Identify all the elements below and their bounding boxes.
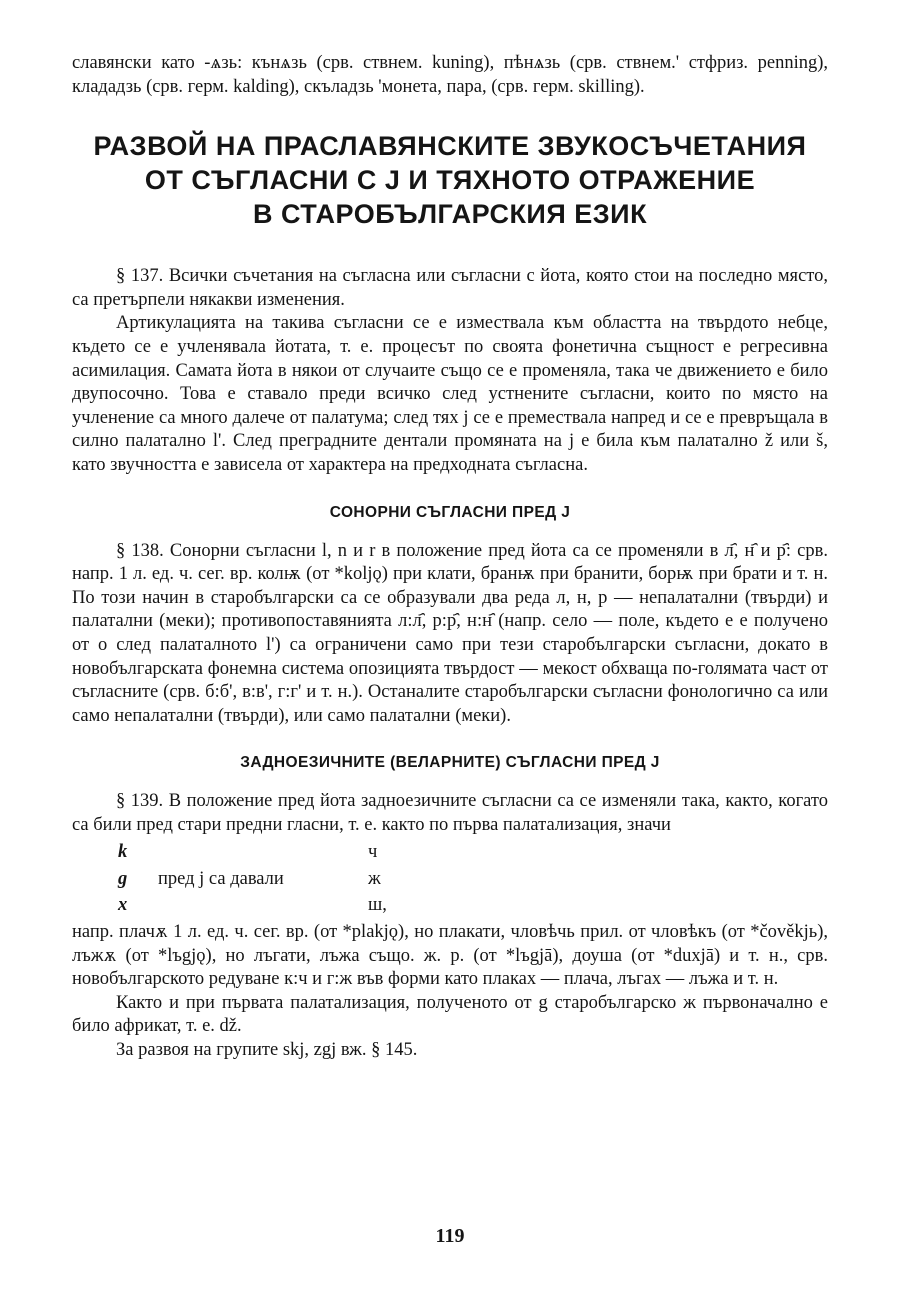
- heading-velar-consonants: ЗАДНОЕЗИЧНИТЕ (ВЕЛАРНИТЕ) СЪГЛАСНИ ПРЕД J: [240, 754, 660, 772]
- section-139-paragraph-3: Както и при първата палатализация, полученото от g старобългарско ж първоначално е било африкат, т. е. dž.: [72, 992, 828, 1037]
- page-body: [72, 52, 828, 1063]
- scheme-source: x: [118, 895, 128, 916]
- section-137-paragraph-1: § 137. Всички съчетания на съгласна или съгласни с йота, която стои на последно място, са претърпели някакви изменения.: [72, 266, 828, 310]
- main-title-line-1: РАЗВОЙ НА ПРАСЛАВЯНСКИТЕ ЗВУКОСЪЧЕТАНИЯ: [93, 131, 807, 162]
- scheme-condition: пред j са давали: [158, 868, 284, 889]
- scheme-row: [118, 866, 828, 893]
- page-number: 119: [435, 1225, 465, 1247]
- main-title: [72, 129, 828, 231]
- heading-sonorant-consonants: СОНОРНИ СЪГЛАСНИ ПРЕД J: [329, 503, 571, 521]
- section-138-paragraph: § 138. Сонорни съгласни l, n и r в положение пред йота са се променяли в л҄, н҄ и р҄: срв. напр. 1 л. ед. ч. сег. вр. колѭ (от *koljǫ) при клати, бранѭ при бранити, борѭ при брати и т. н. По този начин в старобългарски са се образували два реда л, н, р — непалатални (твърди) и палатални (меки); противопоставянията л:л҄, р:р҄, н:н҄ (напр. село — поле, където е е получено от o след палаталното l') са ограничени само при тези старобългарски съгласни, докато в новобългарската фонемна система опозицията твърдост — мекост обхваща по-голямата част от съгласните (срв. б:б', в:в', г:г' и т. н.). Останалите старобългарски съгласни фонологично са или само непалатални (твърди), или само палатални (меки).: [72, 540, 828, 726]
- palatalization-scheme: [118, 839, 828, 919]
- section-139-paragraph-2: напр. плачѫ 1 л. ед. ч. сег. вр. (от *plakjǫ), но плакати, чловѣчь прил. от чловѣкъ (от *čověkjь), лъжѫ (от *lъgjǫ), но лъгати, лъжа също. ж. р. (от *lъgjā), доуша (от *duxjā) и т. н., срв. новобългарското редуване к:ч и г:ж във форми като плаках — плача, лъгах — лъжа и т. н.: [72, 921, 828, 990]
- scheme-result: ж: [368, 868, 381, 889]
- section-139-paragraph-1: § 139. В положение пред йота задноезичните съгласни са се изменяли така, както, когато са били пред стари предни гласни, т. е. както по първа палатализация, значи: [72, 791, 828, 835]
- main-title-line-2: ОТ СЪГЛАСНИ С J И ТЯХНОТО ОТРАЖЕНИЕ: [144, 165, 756, 196]
- section-137-paragraph-2: Артикулацията на такива съгласни се е измествала към областта на твърдото небце, където се е учленявала йотата, т. е. процесът по своята фонетична същност е регресивна асимилация. Самата йота в някои от случаите също се е променяла, така че движението е било двупосочно. Това е ставало преди всичко след устнените съгласни, които по място на учленение са много далече от палатума; след тях j се е премествала напред и се е превръщала в силно палатално l'. След преградните дентали промяната на j е била към палатално ž или š, като звучността е зависела от характера на предходната съгласна.: [72, 313, 828, 475]
- scheme-row: [118, 839, 828, 866]
- scheme-source: g: [118, 868, 128, 889]
- scheme-result: ч: [368, 842, 378, 863]
- section-139-paragraph-4: За развоя на групите skj, zgj вж. § 145.: [116, 1039, 418, 1060]
- intro-paragraph: славянски като -ѧзь: кънѧзь (срв. ствнем. kuning), пѣнѧзь (срв. ствнем.' стфриз. penning), клададзь (срв. герм. kalding), скъладзь 'монета, пара, (срв. герм. skilling).: [72, 53, 828, 97]
- scheme-result: ш,: [368, 895, 387, 916]
- scheme-row: [118, 892, 828, 919]
- scheme-source: k: [118, 842, 128, 863]
- main-title-line-3: В СТАРОБЪЛГАРСКИЯ ЕЗИК: [252, 199, 648, 230]
